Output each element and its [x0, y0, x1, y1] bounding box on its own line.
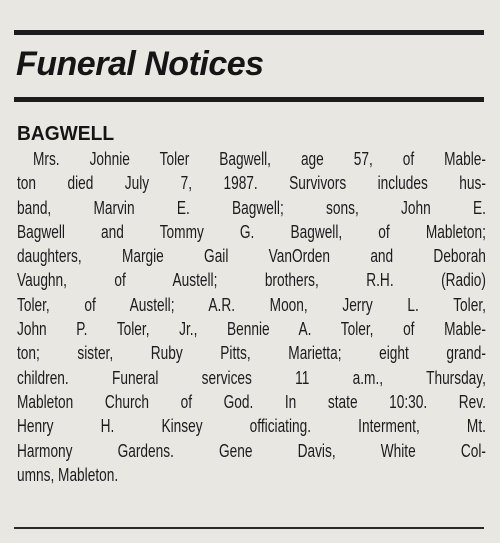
section-heading: Funeral Notices	[16, 45, 264, 83]
notice-line: Harmony Gardens. Gene Davis, White Col-	[17, 440, 486, 461]
heading-rule	[14, 97, 484, 102]
notice-line: band, Marvin E. Bagwell; sons, John E.	[17, 197, 486, 218]
notice-line: John P. Toler, Jr., Bennie A. Toler, of Mable-	[17, 319, 486, 340]
notice-line: Mableton Church of God. In state 10:30. Rev.	[17, 391, 486, 412]
notice-line: Vaughn, of Austell; brothers, R.H. (Radio)	[17, 270, 486, 291]
notice-line: umns, Mableton.	[17, 464, 119, 485]
notice-line: Henry H. Kinsey officiating. Interment, Mt.	[17, 416, 486, 437]
notice-line: daughters, Margie Gail VanOrden and Deborah	[17, 246, 486, 267]
notice-line: Bagwell and Tommy G. Bagwell, of Mableton;	[17, 221, 486, 242]
notice-line: ton died July 7, 1987. Survivors includes hus-	[17, 173, 486, 194]
notice-surname: BAGWELL	[17, 123, 115, 145]
notice-line: ton; sister, Ruby Pitts, Marietta; eight grand-	[17, 343, 486, 364]
notice-line: Mrs. Johnie Toler Bagwell, age 57, of Mable-	[33, 149, 486, 169]
notice-body	[17, 147, 486, 487]
notice-line: children. Funeral services 11 a.m., Thursday,	[17, 367, 486, 388]
bottom-rule	[14, 527, 484, 529]
notice-line: Toler, of Austell; A.R. Moon, Jerry L. Toler,	[17, 294, 486, 315]
top-rule	[14, 30, 484, 35]
